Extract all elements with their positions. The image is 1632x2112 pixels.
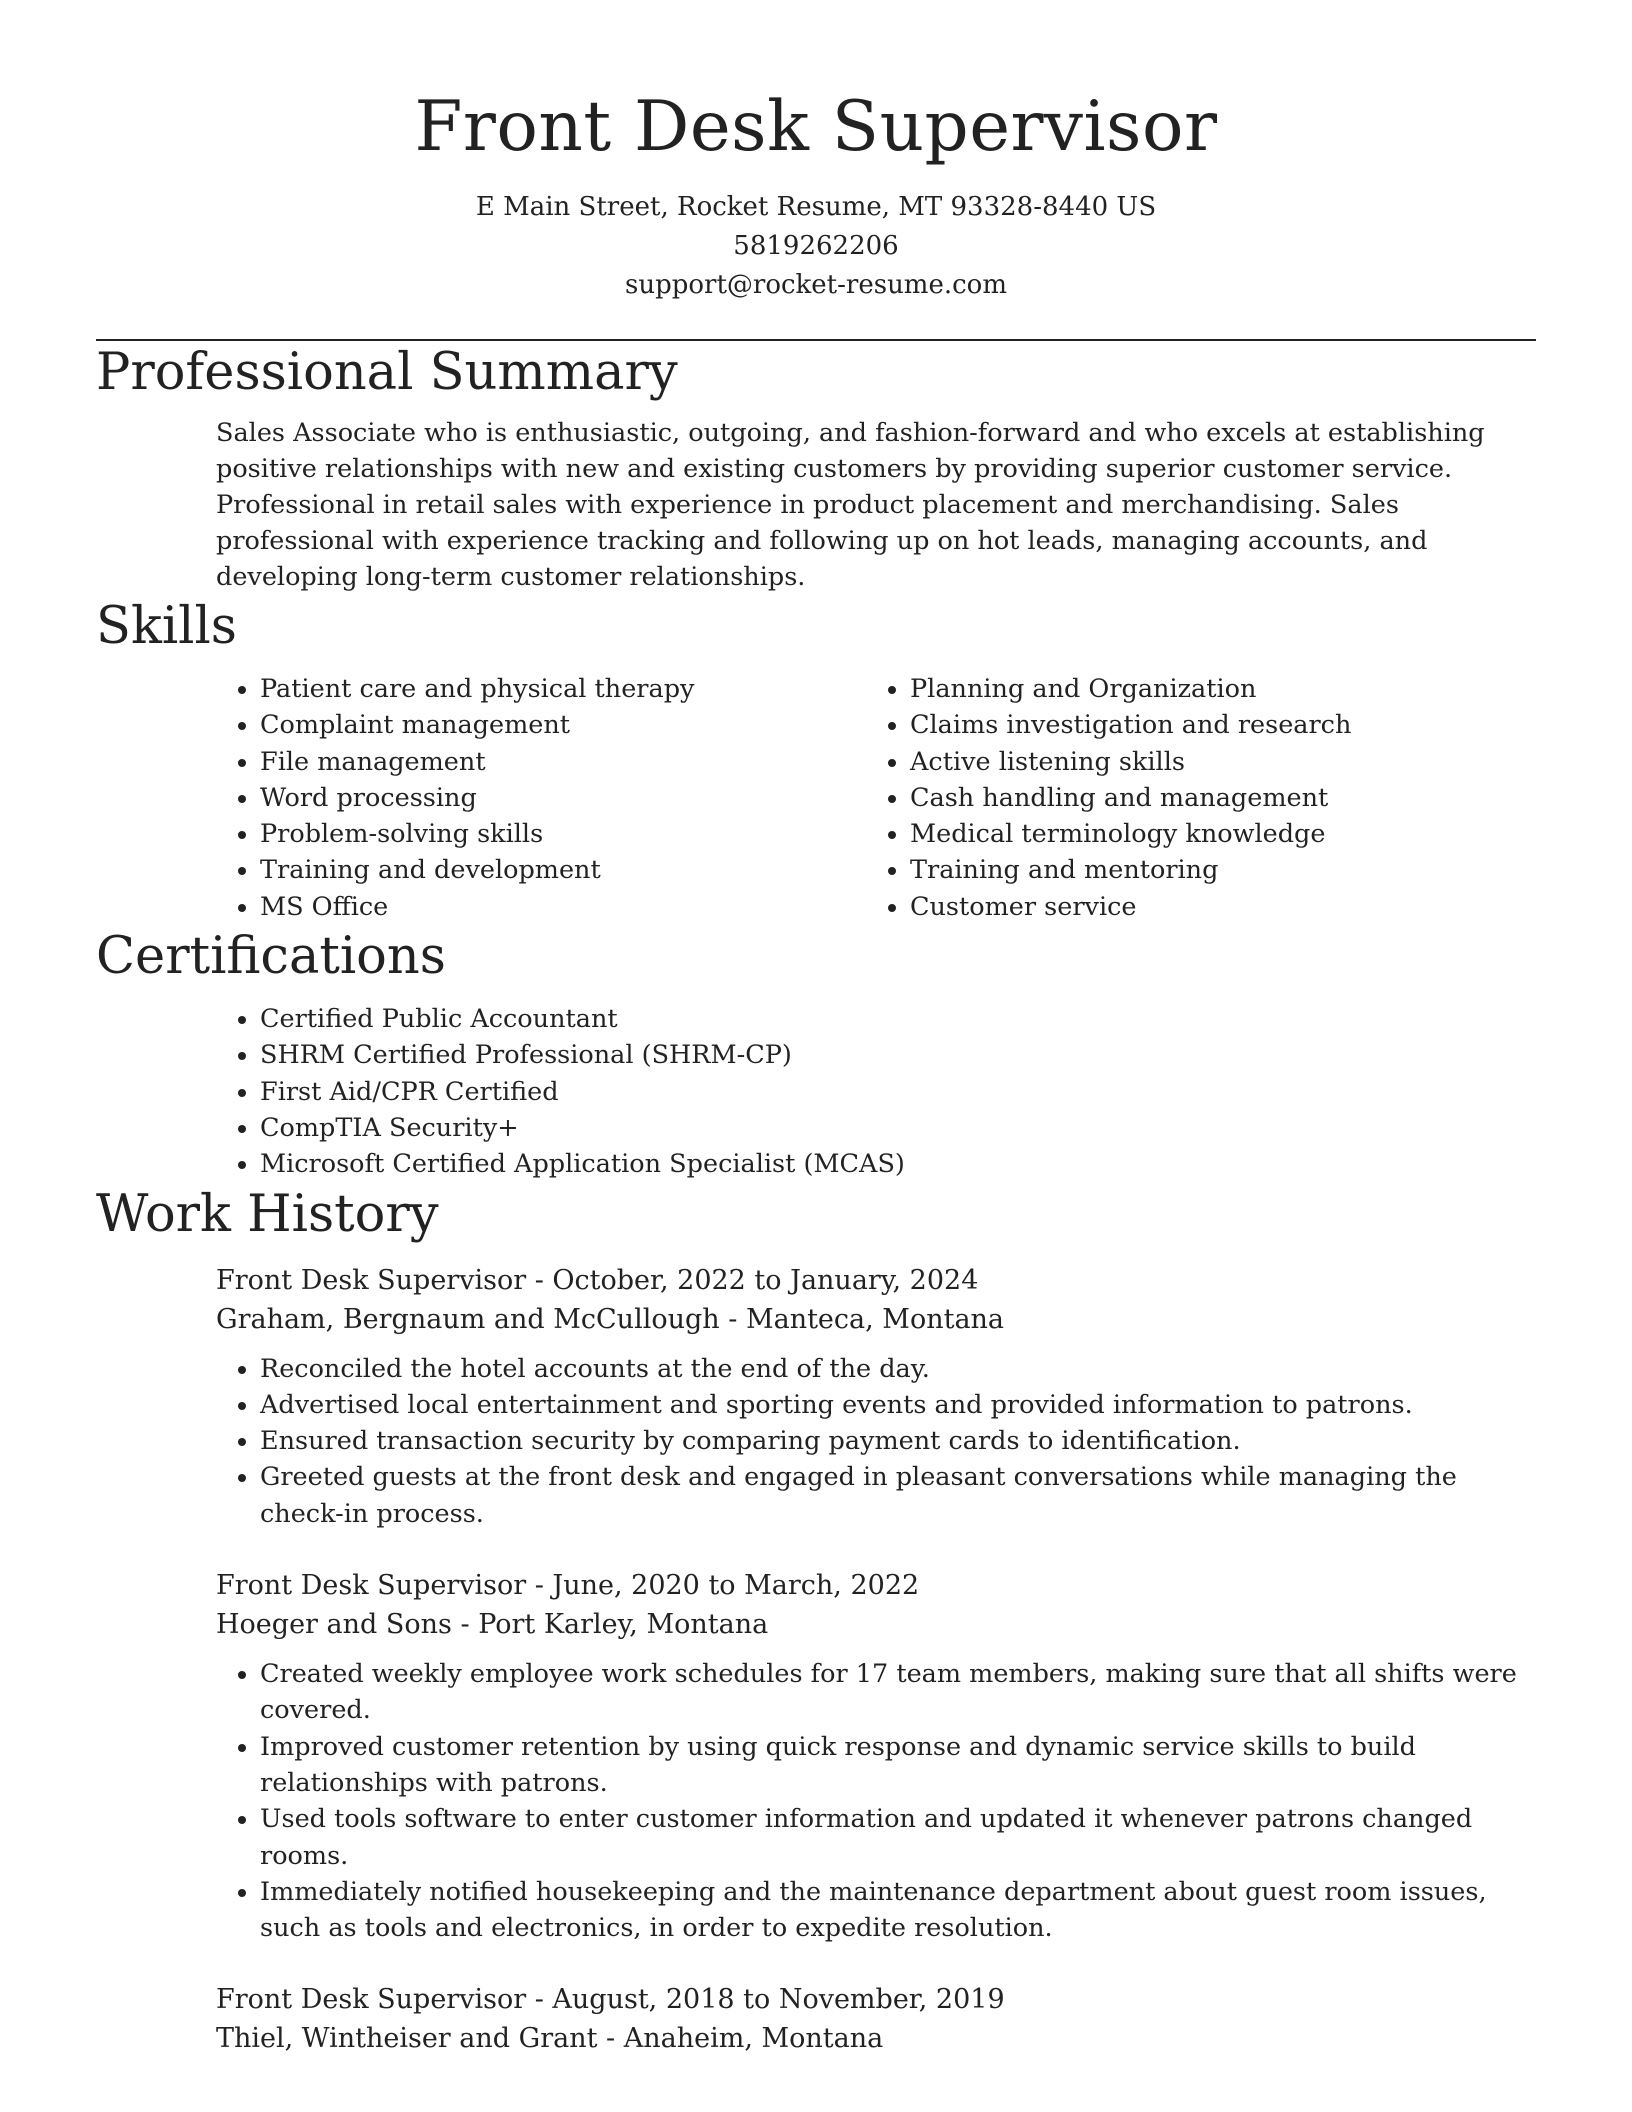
job-title-line bbox=[216, 1980, 1536, 2020]
skill-item: • Problem-solving skills bbox=[260, 816, 866, 852]
job-company-line bbox=[216, 1606, 1536, 1644]
job-company-line bbox=[216, 1301, 1536, 1339]
skill-item: • Training and mentoring bbox=[910, 852, 1516, 888]
certification-item: • First Aid/CPR Certified bbox=[260, 1074, 1536, 1110]
job-location: Manteca, Montana bbox=[745, 1303, 1005, 1335]
skills-columns bbox=[216, 671, 1536, 925]
work-history-heading: Work History bbox=[96, 1184, 439, 1244]
job-company: Thiel, Wintheiser and Grant bbox=[216, 2023, 598, 2055]
certification-item: • Certified Public Accountant bbox=[260, 1001, 1536, 1037]
skill-item: • Active listening skills bbox=[910, 744, 1516, 780]
skill-item: • MS Office bbox=[260, 889, 866, 925]
job-entry bbox=[216, 1566, 1536, 1946]
responsibility-item: • Created weekly employee work schedules for 17 team members, making sure that all shifts were covered. bbox=[260, 1656, 1536, 1729]
candidate-name: Front Desk Supervisor bbox=[414, 87, 1218, 167]
job-title: Front Desk Supervisor bbox=[216, 1264, 527, 1296]
contact-phone: 5819262206 bbox=[733, 231, 899, 261]
skill-item: • Planning and Organization bbox=[910, 671, 1516, 707]
skills-column-right bbox=[866, 671, 1516, 925]
skill-item: • Word processing bbox=[260, 780, 866, 816]
separator: - bbox=[526, 1264, 553, 1296]
separator: - bbox=[526, 1984, 553, 2016]
job-dates: August, 2018 to November, 2019 bbox=[552, 1984, 1005, 2016]
contact-email: support@rocket-resume.com bbox=[624, 270, 1007, 300]
skill-item: • Complaint management bbox=[260, 707, 866, 743]
skill-item: • Claims investigation and research bbox=[910, 707, 1516, 743]
certifications-section bbox=[216, 1001, 1536, 1182]
skill-item: • Patient care and physical therapy bbox=[260, 671, 866, 707]
separator: - bbox=[526, 1570, 553, 1602]
job-company: Hoeger and Sons bbox=[216, 1609, 452, 1641]
job-responsibilities bbox=[216, 1656, 1536, 1946]
responsibility-item: • Advertised local entertainment and sporting events and provided information to patrons. bbox=[260, 1387, 1536, 1423]
certification-item: • CompTIA Security+ bbox=[260, 1110, 1536, 1146]
job-entry bbox=[216, 1980, 1536, 2058]
skills-list-left bbox=[216, 671, 866, 925]
separator: - bbox=[451, 1609, 479, 1641]
certifications-list bbox=[216, 1001, 1536, 1182]
resume-header bbox=[96, 0, 1536, 305]
certifications-heading: Certifications bbox=[96, 927, 446, 987]
certification-item: • Microsoft Certified Application Specialist (MCAS) bbox=[260, 1146, 1536, 1182]
skill-item: • Cash handling and management bbox=[910, 780, 1516, 816]
job-location: Anaheim, Montana bbox=[623, 2023, 884, 2055]
job-responsibilities bbox=[216, 1351, 1536, 1532]
skill-item: • Medical terminology knowledge bbox=[910, 816, 1516, 852]
responsibility-item: • Used tools software to enter customer information and updated it whenever patrons changed rooms. bbox=[260, 1801, 1536, 1874]
contact-info bbox=[96, 188, 1536, 305]
job-company-line bbox=[216, 2020, 1536, 2058]
summary-text: Sales Associate who is enthusiastic, outgoing, and fashion-forward and who excels at establishing positive relationships with new and existing customers by providing superior customer service. Professional in retail sales with experience in product placement and merchandising. Sales professional with experience tracking and following up on hot leads, managing accounts, and developing long-term customer relationships. bbox=[216, 418, 1485, 592]
job-title: Front Desk Supervisor bbox=[216, 1984, 527, 2016]
job-company: Graham, Bergnaum and McCullough bbox=[216, 1303, 720, 1335]
responsibility-item: • Reconciled the hotel accounts at the end of the day. bbox=[260, 1351, 1536, 1387]
skill-item: • File management bbox=[260, 744, 866, 780]
job-location: Port Karley, Montana bbox=[478, 1609, 769, 1641]
job-entry bbox=[216, 1261, 1536, 1532]
responsibility-item: • Immediately notified housekeeping and the maintenance department about guest room issues, such as tools and electronics, in order to expedite resolution. bbox=[260, 1874, 1536, 1947]
job-title: Front Desk Supervisor bbox=[216, 1570, 527, 1602]
job-title-line bbox=[216, 1566, 1536, 1606]
job-dates: October, 2022 to January, 2024 bbox=[552, 1264, 979, 1296]
certification-item: • SHRM Certified Professional (SHRM-CP) bbox=[260, 1037, 1536, 1073]
responsibility-item: • Improved customer retention by using quick response and dynamic service skills to build relationships with patrons. bbox=[260, 1729, 1536, 1802]
work-history-list bbox=[96, 1261, 1536, 2059]
job-title-line bbox=[216, 1261, 1536, 1301]
separator: - bbox=[719, 1303, 746, 1335]
skill-item: • Customer service bbox=[910, 889, 1516, 925]
responsibility-item: • Ensured transaction security by comparing payment cards to identification. bbox=[260, 1423, 1536, 1459]
skills-heading: Skills bbox=[96, 597, 237, 656]
separator: - bbox=[597, 2023, 624, 2055]
skills-list-right bbox=[866, 671, 1516, 925]
summary-heading: Professional Summary bbox=[96, 343, 678, 402]
job-dates: June, 2020 to March, 2022 bbox=[552, 1570, 920, 1602]
responsibility-item: • Greeted guests at the front desk and engaged in pleasant conversations while managing the check-in process. bbox=[260, 1459, 1536, 1532]
skills-column-left bbox=[216, 671, 866, 925]
skill-item: • Training and development bbox=[260, 852, 866, 888]
contact-address: E Main Street, Rocket Resume, MT 93328-8440 US bbox=[475, 192, 1157, 222]
